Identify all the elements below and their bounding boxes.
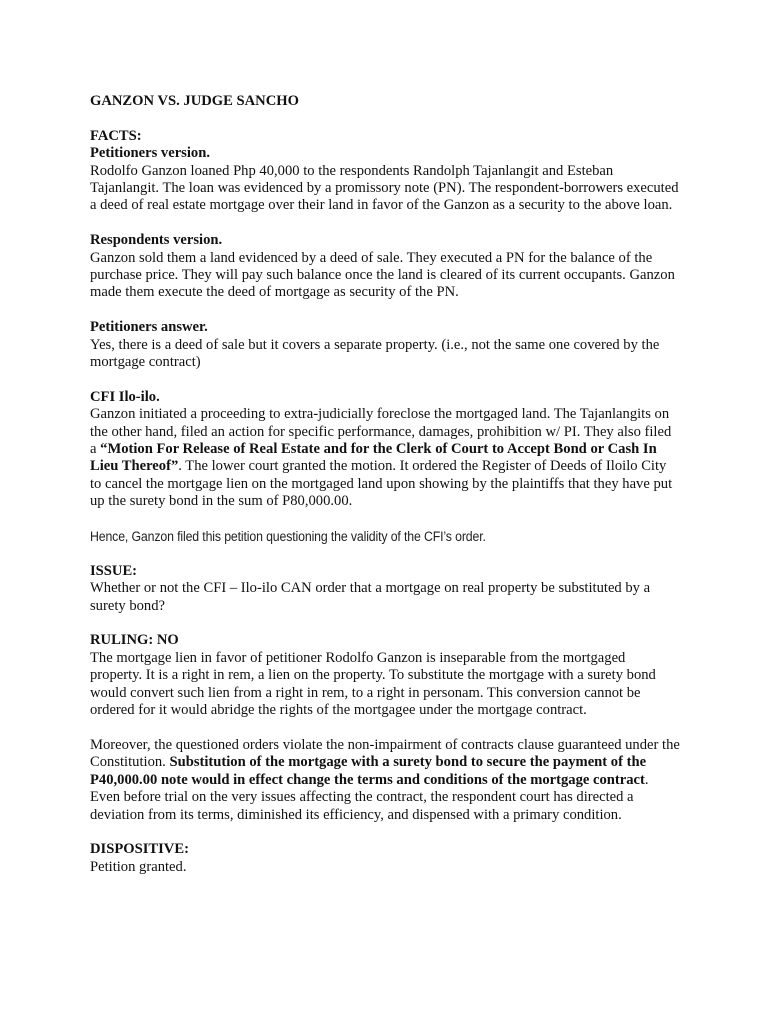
document-page	[90, 93, 680, 876]
ruling-p2-before: Moreover, the questioned orders violate the non-impairment of contracts clause guaranteed under the Constitution.	[90, 736, 680, 771]
hence-paragraph: Hence, Ganzon filed this petition questioning the validity of the CFI’s order.	[90, 529, 486, 545]
cfi-text-before: Ganzon initiated a proceeding to extra-judicially foreclose the mortgaged land. The Tajanlangits on the other hand, filed an action for specific performance, damages, prohibition w/ PI. They also filed a	[90, 406, 672, 458]
ruling-p2-bold: Substitution of the mortgage with a surety bond to secure the payment of the P40,000.00 note would in effect change the terms and conditions of the mortgage contract	[90, 754, 647, 788]
petitioners-answer-text: Yes, there is a deed of sale but it covers a separate property. (i.e., not the same one covered by the mortgage contract)	[90, 336, 660, 371]
cfi-label: CFI Ilo-ilo.	[90, 388, 160, 405]
ruling-heading: RULING: NO	[90, 632, 179, 649]
case-title: GANZON VS. JUDGE SANCHO	[90, 93, 299, 109]
petitioners-version-label: Petitioners version.	[90, 145, 210, 162]
dispositive-heading: DISPOSITIVE:	[90, 841, 189, 858]
respondents-version-text: Ganzon sold them a land evidenced by a deed of sale. They executed a PN for the balance of the purchase price. They will pay such balance once the land is cleared of its current occupants. Ganzon made them execute the deed of mortgage as security of the PN.	[90, 249, 675, 301]
dispositive-text: Petition granted.	[90, 858, 187, 875]
issue-heading: ISSUE:	[90, 562, 138, 579]
issue-text: Whether or not the CFI – Ilo-ilo CAN order that a mortgage on real property be substituted by a surety bond?	[90, 580, 651, 614]
respondents-version-label: Respondents version.	[90, 232, 223, 249]
ruling-paragraph-2	[90, 737, 680, 824]
cfi-motion-title: “Motion For Release of Real Estate and for the Clerk of Court to Accept Bond or Cash In Lieu Thereof”	[90, 441, 657, 475]
ruling-paragraph-1: The mortgage lien in favor of petitioner Rodolfo Ganzon is inseparable from the mortgaged property. It is a right in rem, a lien on the property. To substitute the mortgage with a surety bond would convert such lien from a right in rem, to a right in personam. This conversion cannot be ordered for it would abridge the rights of the mortgagee under the mortgage contract.	[90, 649, 656, 719]
ruling-p2-after: . Even before trial on the very issues affecting the contract, the respondent court has directed a deviation from its terms, diminished its efficiency, and dispensed with a primary condition.	[90, 771, 649, 823]
petitioners-version-text: Rodolfo Ganzon loaned Php 40,000 to the respondents Randolph Tajanlangit and Esteban Tajanlangit. The loan was evidenced by a promissory note (PN). The respondent-borrowers executed a deed of real estate mortgage over their land in favor of the Ganzon as a security to the above loan.	[90, 162, 679, 214]
facts-heading: FACTS:	[90, 127, 142, 144]
petitioners-answer-label: Petitioners answer.	[90, 319, 208, 336]
cfi-text-after: . The lower court granted the motion. It ordered the Register of Deeds of Iloilo City to cancel the mortgage lien on the mortgaged land upon showing by the plaintiffs that they have put up the surety bond in the sum of P80,000.00.	[90, 458, 673, 510]
cfi-paragraph	[90, 406, 680, 510]
